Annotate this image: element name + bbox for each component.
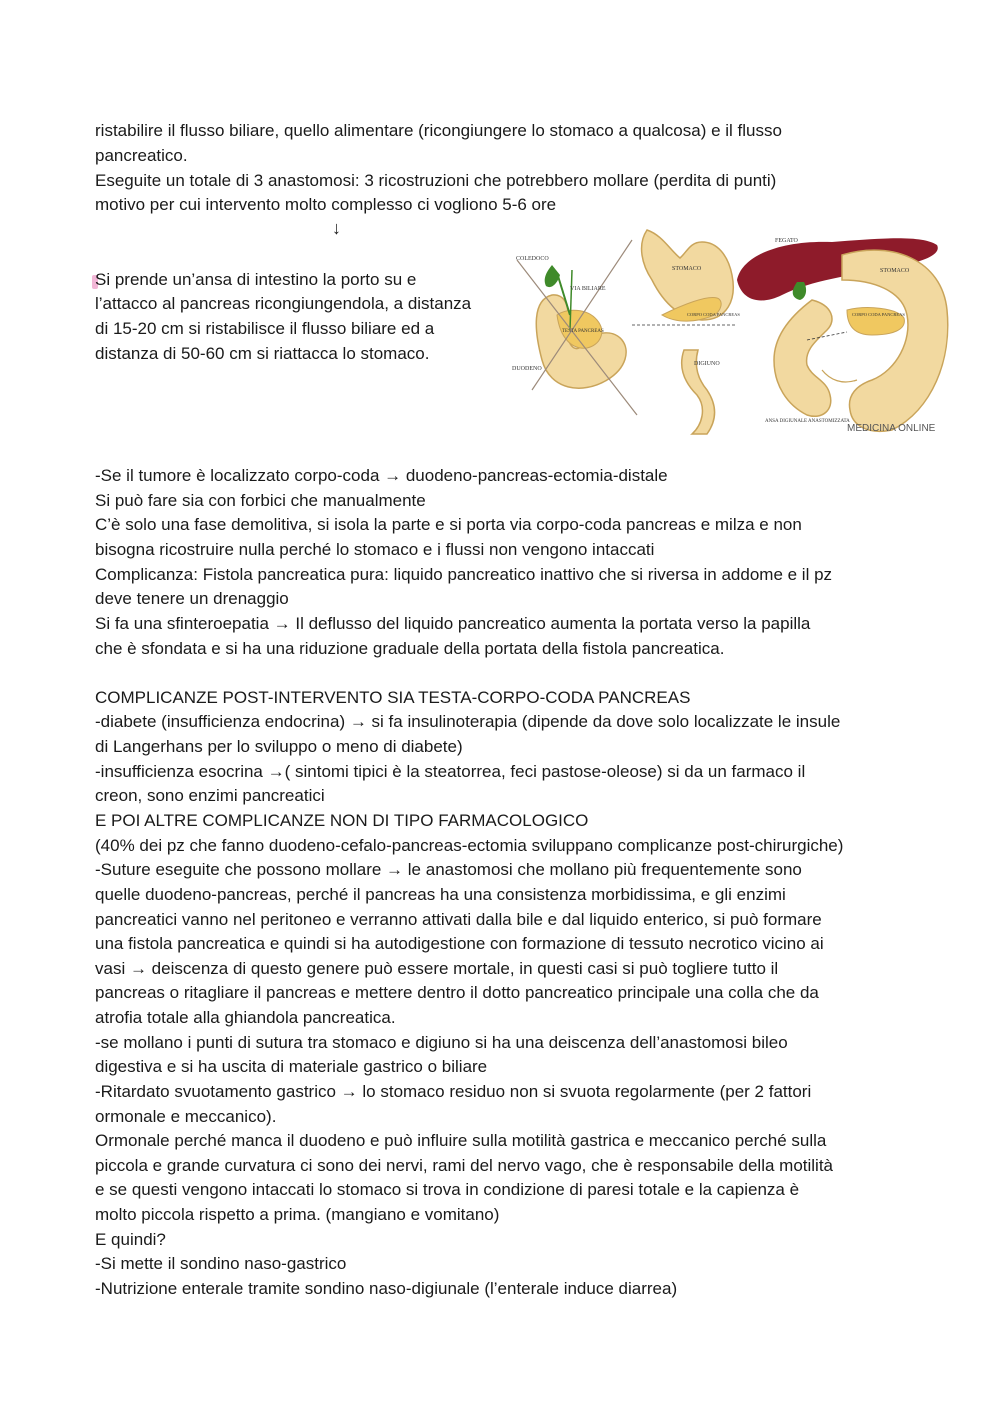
- paragraph-line: -Ritardato svuotamento gastrico → lo stomaco residuo non si svuota regolarmente (per 2 fattori: [95, 1082, 812, 1101]
- label-fegato: FEGATO: [775, 238, 798, 244]
- paragraph-line: creon, sono enzimi pancreatici: [95, 786, 325, 805]
- paragraph-line: che è sfondata e si ha una riduzione graduale della portata della fistola pancreatica.: [95, 639, 725, 658]
- section-heading: E POI ALTRE COMPLICANZE NON DI TIPO FARMACOLOGICO: [95, 811, 589, 830]
- paragraph-line: atrofia totale alla ghiandola pancreatica.: [95, 1008, 396, 1027]
- paragraph-line: pancreatico.: [95, 146, 188, 165]
- paragraph-line: bisogna ricostruire nulla perché lo stomaco e i flussi non vengono intaccati: [95, 540, 655, 559]
- label-anse: ANSA DIGIUNALE ANASTOMIZZATA: [765, 419, 850, 424]
- label-duodeno: DUODENO: [512, 366, 542, 372]
- paragraph-line: Si fa una sfinteroepatia → Il deflusso del liquido pancreatico aumenta la portata verso la papilla: [95, 614, 811, 633]
- down-arrow-icon: ↓: [332, 218, 341, 238]
- paragraph-line: Ormonale perché manca il duodeno e può influire sulla motilità gastrica e meccanico perché sulla: [95, 1131, 827, 1150]
- side-paragraph-line: distanza di 50-60 cm si riattacca lo stomaco.: [95, 344, 430, 363]
- label-testa-pancreas: TESTA PANCREAS: [562, 329, 604, 334]
- paragraph-line: -Nutrizione enterale tramite sondino naso-digiunale (l’enterale induce diarrea): [95, 1279, 678, 1298]
- paragraph-line: una fistola pancreatica e quindi si ha autodigestione con formazione di tessuto necrotico vicino ai: [95, 934, 824, 953]
- paragraph-line: e se questi vengono intaccati lo stomaco si trova in condizione di paresi totale e la capienza è: [95, 1180, 800, 1199]
- label-digiuno: DIGIUNO: [694, 361, 720, 367]
- paragraph-line: quelle duodeno-pancreas, perché il pancreas ha una consistenza morbidissima, e gli enzimi: [95, 885, 786, 904]
- paragraph-line: C’è solo una fase demolitiva, si isola la parte e si porta via corpo-coda pancreas e milza e non: [95, 515, 802, 534]
- paragraph-line: -Suture eseguite che possono mollare → le anastomosi che mollano più frequentemente sono: [95, 860, 802, 879]
- section-heading: COMPLICANZE POST-INTERVENTO SIA TESTA-CORPO-CODA PANCREAS: [95, 688, 691, 707]
- label-stomaco-left: STOMACO: [672, 266, 702, 272]
- paragraph-line: Eseguite un totale di 3 anastomosi: 3 ricostruzioni che potrebbero mollare (perdita di punti): [95, 171, 777, 190]
- label-complessa-pancreas: CORPO CODA PANCREAS: [852, 312, 905, 317]
- side-paragraph-line: Si prende un’ansa di intestino la porto su e: [95, 270, 417, 289]
- paragraph-line: pancreas o ritagliare il pancreas e mettere dentro il dotto pancreatico principale una colla che da: [95, 983, 819, 1002]
- paragraph-line: Si può fare sia con forbici che manualmente: [95, 491, 426, 510]
- watermark-logo: MEDICINA ONLINE: [847, 423, 936, 434]
- label-corpo-coda: CORPO CODA PANCREAS: [687, 312, 740, 317]
- paragraph-line: (40% dei pz che fanno duodeno-cefalo-pancreas-ectomia sviluppano complicanze post-chirurgiche): [95, 836, 844, 855]
- paragraph-line: Complicanza: Fistola pancreatica pura: liquido pancreatico inattivo che si riversa in addome e il pz: [95, 565, 833, 584]
- paragraph-line: digestiva e si ha uscita di materiale gastrico o biliare: [95, 1057, 488, 1076]
- paragraph-line: -Se il tumore è localizzato corpo-coda → duodeno-pancreas-ectomia-distale: [95, 466, 668, 485]
- side-paragraph-line: di 15-20 cm si ristabilisce il flusso biliare ed a: [95, 319, 435, 338]
- label-stomaco-right: STOMACO: [880, 268, 910, 274]
- pancreaticoduodenectomy-illustration: [512, 220, 952, 436]
- paragraph-line: -diabete (insufficienza endocrina) → si fa insulinoterapia (dipende da dove solo localizzate le insule: [95, 712, 841, 731]
- paragraph-line: ormonale e meccanico).: [95, 1107, 277, 1126]
- paragraph-line: piccola e grande curvatura ci sono dei nervi, rami del nervo vago, che è responsabile della motilità: [95, 1156, 834, 1175]
- paragraph-line: -se mollano i punti di sutura tra stomaco e digiuno si ha una deiscenza dell’anastomosi bileo: [95, 1033, 788, 1052]
- paragraph-line: pancreatici vanno nel peritoneo e verranno attivati dalla bile e dal liquido enterico, si può formare: [95, 910, 822, 929]
- label-via-biliare: VIA BILIARE: [570, 286, 606, 292]
- label-coledoco: COLEDOCO: [516, 256, 549, 262]
- paragraph-line: motivo per cui intervento molto complesso ci vogliono 5-6 ore: [95, 195, 557, 214]
- paragraph-line: di Langerhans per lo sviluppo o meno di diabete): [95, 737, 463, 756]
- paragraph-line: -Si mette il sondino naso-gastrico: [95, 1254, 347, 1273]
- paragraph-line: molto piccola rispetto a prima. (mangiano e vomitano): [95, 1205, 500, 1224]
- paragraph-line: E quindi?: [95, 1230, 166, 1249]
- paragraph-line: -insufficienza esocrina →( sintomi tipici è la steatorrea, feci pastose-oleose) si da un farmaco il: [95, 762, 806, 781]
- paragraph-line: deve tenere un drenaggio: [95, 589, 289, 608]
- paragraph-line: vasi → deiscenza di questo genere può essere mortale, in questi casi si può togliere tutto il: [95, 959, 779, 978]
- paragraph-line: ristabilire il flusso biliare, quello alimentare (ricongiungere lo stomaco a qualcosa) e il flusso: [95, 121, 782, 140]
- side-paragraph-line: l’attacco al pancreas ricongiungendola, a distanza: [95, 294, 472, 313]
